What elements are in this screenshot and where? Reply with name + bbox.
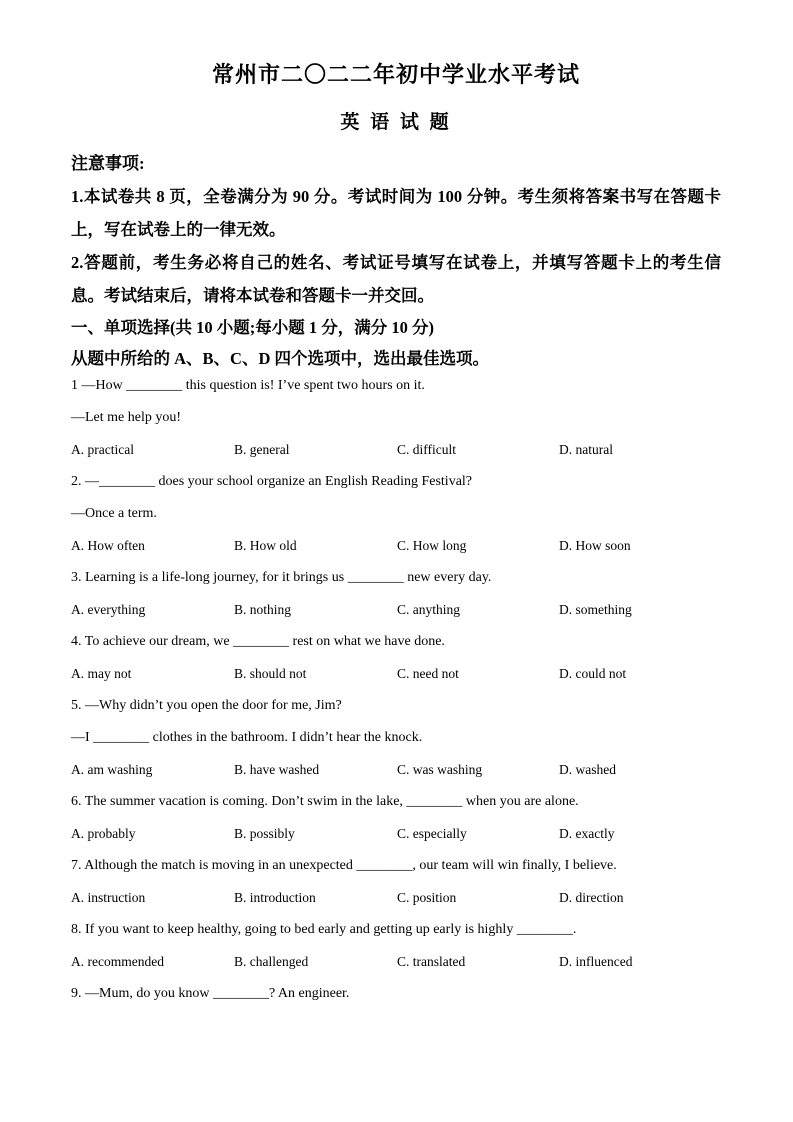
- question-8-line-1: 8. If you want to keep healthy, going to bed early and getting up early is highly ________.: [71, 922, 577, 937]
- option-d: D. natural: [559, 442, 613, 457]
- option-d: D. washed: [559, 762, 616, 777]
- option-b: B. How old: [234, 538, 297, 553]
- section-heading: 一、单项选择(共 10 小题;每小题 1 分，满分 10 分): [71, 318, 434, 337]
- notice-label: 注意事项:: [71, 154, 145, 173]
- question-2: [71, 474, 721, 554]
- option-a: A. probably: [71, 826, 136, 841]
- question-2-line-1: 2. —________ does your school organize an English Reading Festival?: [71, 474, 473, 489]
- question-6-line-1: 6. The summer vacation is coming. Don’t swim in the lake, ________ when you are alone.: [71, 794, 579, 809]
- question-7-options: [71, 890, 721, 906]
- exam-title: 常州市二〇二二年初中学业水平考试: [211, 62, 580, 87]
- option-b: B. should not: [234, 666, 307, 681]
- question-1-line-2: —Let me help you!: [71, 410, 182, 425]
- option-b: B. challenged: [234, 954, 309, 969]
- question-2-options: [71, 538, 721, 554]
- question-8-options: [71, 954, 721, 970]
- option-c: C. anything: [397, 602, 460, 617]
- option-a: A. practical: [71, 442, 134, 457]
- question-2-line-2: —Once a term.: [71, 506, 157, 521]
- option-a: A. How often: [71, 538, 145, 553]
- option-c: C. was washing: [397, 762, 483, 777]
- question-1-options: [71, 442, 721, 458]
- option-c: C. need not: [397, 666, 459, 681]
- option-d: D. How soon: [559, 538, 631, 553]
- option-c: C. position: [397, 890, 457, 905]
- option-b: B. possibly: [234, 826, 295, 841]
- question-9-line-1: 9. —Mum, do you know ________? An engineer.: [71, 986, 350, 1001]
- question-1-line-1: 1 —How ________ this question is! I’ve spent two hours on it.: [71, 378, 425, 393]
- question-3: [71, 570, 721, 618]
- option-b: B. general: [234, 442, 290, 457]
- option-a: A. am washing: [71, 762, 153, 777]
- question-5-line-2: —I ________ clothes in the bathroom. I didn’t hear the knock.: [71, 730, 423, 745]
- question-8: [71, 922, 721, 970]
- option-d: D. could not: [559, 666, 627, 681]
- option-a: A. everything: [71, 602, 146, 617]
- option-d: D. exactly: [559, 826, 615, 841]
- question-7-line-1: 7. Although the match is moving in an unexpected ________, our team will win finally, I believe.: [71, 858, 617, 873]
- option-b: B. introduction: [234, 890, 316, 905]
- section-instruction: 从题中所给的 A、B、C、D 四个选项中，选出最佳选项。: [71, 349, 490, 368]
- question-5-line-1: 5. —Why didn’t you open the door for me, Jim?: [71, 698, 342, 713]
- question-6: [71, 794, 721, 842]
- option-b: B. have washed: [234, 762, 320, 777]
- question-4-options: [71, 666, 721, 682]
- notice-item-1: 1.本试卷共 8 页，全卷满分为 90 分。考试时间为 100 分钟。考生须将答案书写在答题卡上，写在试卷上的一律无效。: [71, 187, 721, 239]
- option-d: D. something: [559, 602, 632, 617]
- option-d: D. influenced: [559, 954, 633, 969]
- question-9: [71, 986, 721, 1002]
- option-c: C. How long: [397, 538, 467, 553]
- question-1: [71, 378, 721, 458]
- question-5-options: [71, 762, 721, 778]
- exam-subtitle: 英 语 试 题: [340, 112, 452, 133]
- option-c: C. translated: [397, 954, 466, 969]
- question-5: [71, 698, 721, 778]
- question-4-line-1: 4. To achieve our dream, we ________ rest on what we have done.: [71, 634, 445, 649]
- notice-item-2: 2.答题前，考生务必将自己的姓名、考试证号填写在试卷上，并填写答题卡上的考生信息。考试结束后，请将本试卷和答题卡一并交回。: [71, 253, 721, 305]
- question-list: [71, 378, 721, 1002]
- question-6-options: [71, 826, 721, 842]
- option-d: D. direction: [559, 890, 624, 905]
- option-c: C. especially: [397, 826, 467, 841]
- option-b: B. nothing: [234, 602, 292, 617]
- question-4: [71, 634, 721, 682]
- option-a: A. may not: [71, 666, 132, 681]
- option-c: C. difficult: [397, 442, 456, 457]
- option-a: A. instruction: [71, 890, 146, 905]
- question-3-options: [71, 602, 721, 618]
- question-3-line-1: 3. Learning is a life-long journey, for it brings us ________ new every day.: [71, 570, 492, 585]
- option-a: A. recommended: [71, 954, 164, 969]
- question-7: [71, 858, 721, 906]
